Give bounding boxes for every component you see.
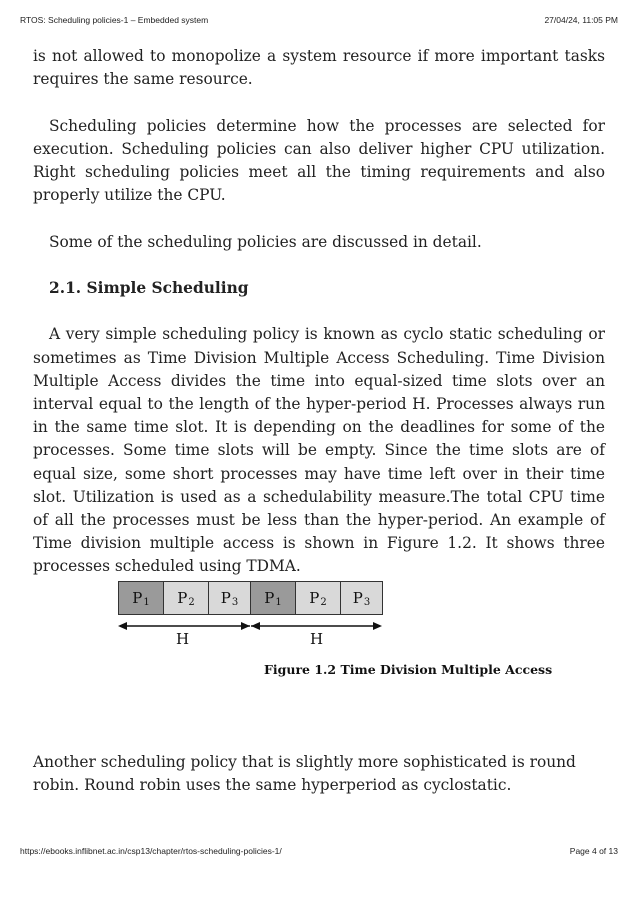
tdma-slot-row (118, 581, 383, 615)
paragraph-scheduling-policies: Scheduling policies determine how the processes are selected for execution. Scheduling policies can also deliver higher CPU utilization. Right scheduling policies meet all the timing requirements and also properly utilize the CPU. (33, 116, 605, 205)
section-heading: 2.1. Simple Scheduling (49, 278, 249, 297)
page-url: https://ebooks.inflibnet.ac.in/csp13/chapter/rtos-scheduling-policies-1/ (20, 846, 282, 856)
hyperperiod-label-1: H (176, 630, 190, 648)
tdma-slot: P 3 (209, 582, 251, 614)
hyperperiod-arrowhead-left-1 (118, 622, 127, 630)
hyperperiod-label-2: H (310, 630, 324, 648)
print-datetime: 27/04/24, 11:05 PM (544, 15, 618, 25)
hyperperiod-arrowhead-left-2 (251, 622, 260, 630)
tdma-slot: P 2 (296, 582, 341, 614)
paragraph-intro-policies: Some of the scheduling policies are discussed in detail. (49, 232, 482, 251)
tdma-slot: P 1 (119, 582, 164, 614)
document-title: RTOS: Scheduling policies-1 – Embedded system (20, 15, 209, 25)
article-body (33, 45, 605, 579)
tdma-slot: P 2 (164, 582, 209, 614)
figure-caption: Figure 1.2 Time Division Multiple Access (264, 662, 553, 677)
hyperperiod-arrowhead-right-1 (241, 622, 250, 630)
paragraph-round-robin: Another scheduling policy that is slightly more sophisticated is round robin. Round robin uses the same hyperperiod as cyclostatic. (33, 753, 576, 795)
hyperperiod-arrows (118, 618, 382, 634)
paragraph-continuation: is not allowed to monopolize a system resource if more important tasks requires the same resource. (33, 47, 605, 89)
tdma-figure (110, 578, 553, 688)
paragraph-simple-scheduling: A very simple scheduling policy is known as cyclo static scheduling or sometimes as Time Division Multiple Access Scheduling. Time Division Multiple Access divides the time into equal-sized time slots over an interval equal to the length of the hyper-period H. Processes always run in the same time slot. It is depending on the deadlines for some of the processes. Some time slots will be empty. Since the time slots are of equal size, some short processes may have time left over in their time slot. Utilization is used as a schedulability measure.The total CPU time of all the processes must be less than the hyper-period. An example of Time division multiple access is shown in Figure 1.2. It shows three processes scheduled using TDMA. (33, 325, 605, 576)
tdma-slot: P 1 (251, 582, 296, 614)
page-number: Page 4 of 13 (569, 846, 618, 856)
hyperperiod-arrowhead-right-2 (373, 622, 382, 630)
article-body-continued (33, 751, 605, 797)
print-footer (20, 846, 618, 860)
tdma-slot: P 3 (341, 582, 382, 614)
print-header (20, 15, 618, 29)
